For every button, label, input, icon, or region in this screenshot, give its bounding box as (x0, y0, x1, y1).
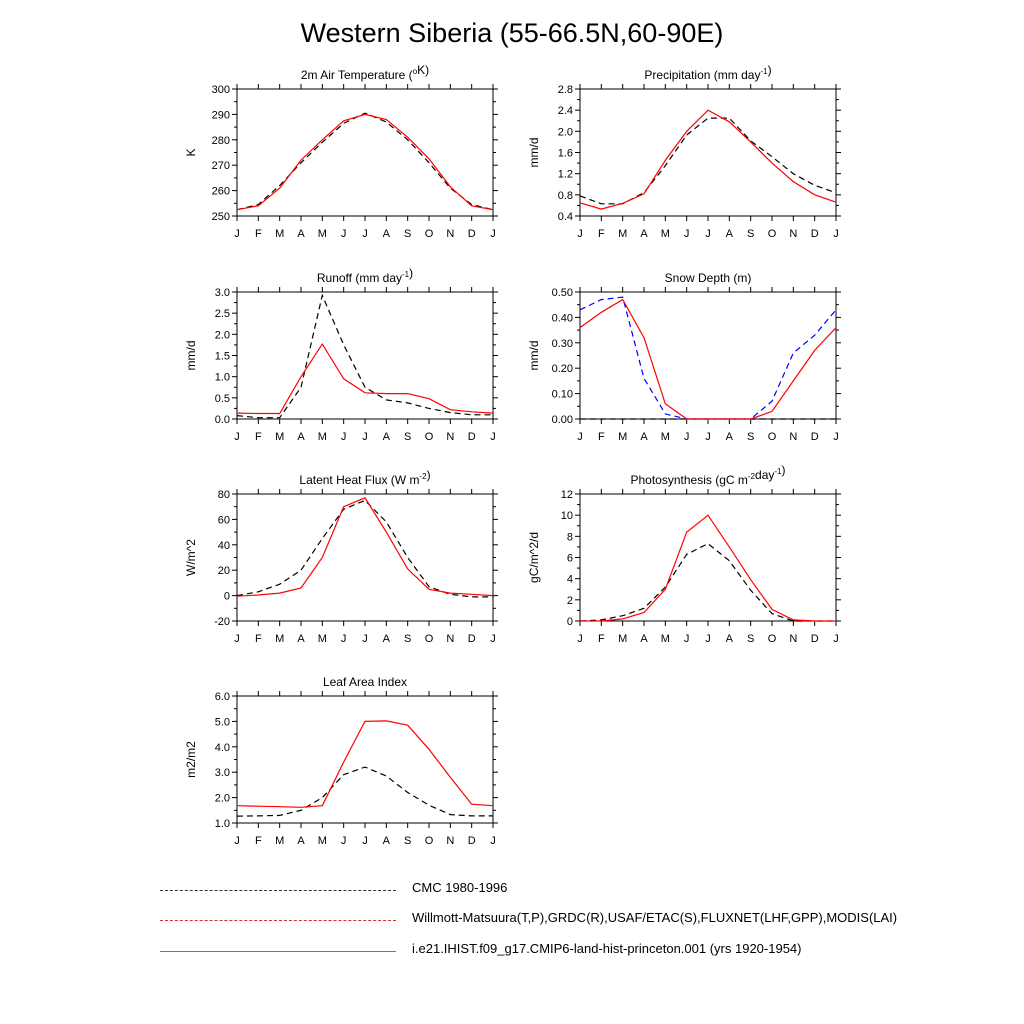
series-line-1 (580, 118, 836, 204)
y-tick-label: 8 (566, 531, 573, 544)
series-line-1 (237, 767, 493, 816)
x-tick-label: D (467, 228, 476, 240)
x-tick-label: J (833, 633, 839, 645)
x-tick-label: F (597, 228, 605, 240)
x-tick-label: J (362, 835, 368, 847)
series-line-2 (237, 344, 493, 413)
y-tick-label: 0.5 (214, 392, 230, 405)
x-tick-label: S (403, 431, 412, 443)
x-tick-label: J (683, 431, 690, 443)
x-tick-label: D (467, 835, 476, 847)
x-tick-label: D (810, 431, 819, 443)
y-tick-label: 300 (211, 84, 230, 96)
y-tick-label: 1.5 (214, 350, 230, 363)
x-tick-label: O (424, 431, 434, 443)
chart-panel-7 (184, 675, 498, 847)
title-text: ) (781, 463, 786, 477)
series-line-2 (580, 297, 836, 419)
y-tick-label: 0.0 (214, 414, 230, 426)
main-title: Western Siberia (55-66.5N,60-90E) (300, 18, 724, 48)
x-tick-label: N (446, 633, 455, 645)
chart-panel-2 (527, 63, 841, 240)
y-tick-label: -20 (214, 616, 230, 628)
plot-frame (580, 89, 836, 216)
y-tick-label: 20 (217, 565, 230, 578)
x-tick-label: O (424, 835, 434, 847)
x-tick-label: M (618, 228, 628, 240)
plot-frame (237, 696, 493, 823)
y-tick-label: 0.4 (557, 211, 573, 223)
x-tick-label: M (275, 228, 285, 240)
x-tick-label: A (297, 431, 305, 443)
x-tick-label: M (660, 633, 670, 645)
x-tick-label: M (275, 431, 285, 443)
y-tick-label: 0.10 (551, 388, 573, 401)
series-line-3 (580, 300, 836, 419)
legend-label: CMC 1980-1996 (412, 880, 508, 895)
title-text: ) (426, 468, 431, 482)
x-tick-label: M (275, 633, 285, 645)
x-tick-label: N (789, 431, 798, 443)
series-line-1 (237, 113, 493, 210)
x-tick-label: J (490, 431, 496, 443)
x-tick-label: M (317, 431, 327, 443)
x-tick-label: J (577, 228, 583, 240)
x-tick-label: M (317, 835, 327, 847)
y-tick-label: 2.4 (557, 105, 573, 118)
x-tick-label: S (403, 633, 412, 645)
x-tick-label: F (254, 835, 262, 847)
x-tick-label: O (767, 633, 777, 645)
panel-title (301, 63, 429, 82)
y-axis-label: mm/d (527, 137, 541, 168)
y-axis-label: mm/d (527, 340, 541, 371)
title-superscript: -1 (774, 467, 782, 476)
y-tick-label: 80 (217, 489, 230, 501)
y-tick-label: 1.6 (557, 147, 573, 160)
y-tick-label: 5.0 (214, 716, 230, 729)
x-tick-label: J (234, 228, 240, 240)
legend-label: i.e21.IHIST.f09_g17.CMIP6-land-hist-princeton.001 (yrs 1920-1954) (412, 941, 802, 956)
x-tick-label: J (362, 228, 368, 240)
x-tick-label: M (317, 633, 327, 645)
x-tick-label: A (382, 431, 391, 443)
title-text: 2m Air Temperature ( (300, 68, 413, 82)
y-tick-label: 0.00 (551, 414, 573, 426)
x-tick-label: A (640, 228, 648, 240)
y-tick-label: 0.30 (551, 337, 573, 350)
x-tick-label: A (297, 228, 305, 240)
y-tick-label: 270 (211, 160, 230, 173)
x-tick-label: A (382, 835, 391, 847)
y-tick-label: 0 (566, 616, 573, 628)
y-tick-label: 2.0 (214, 792, 230, 805)
y-axis-label: mm/d (184, 340, 198, 371)
x-tick-label: J (683, 633, 690, 645)
x-tick-label: D (810, 633, 819, 645)
x-tick-label: O (424, 633, 434, 645)
panel-title (317, 266, 413, 285)
x-tick-label: J (577, 633, 583, 645)
y-tick-label: 3.0 (214, 287, 230, 299)
x-tick-label: J (362, 633, 368, 645)
chart-panel-3 (184, 266, 498, 443)
x-tick-label: O (767, 431, 777, 443)
series-line-2 (580, 110, 836, 209)
x-tick-label: F (254, 228, 262, 240)
x-tick-label: J (340, 633, 347, 645)
y-tick-label: 0.20 (551, 363, 573, 376)
y-tick-label: 6.0 (214, 691, 230, 703)
y-tick-label: 1.0 (214, 371, 230, 384)
x-tick-label: N (789, 228, 798, 240)
title-text: Photosynthesis (gC m (630, 473, 748, 487)
title-superscript: -1 (760, 67, 768, 76)
y-tick-label: 250 (211, 211, 230, 223)
y-tick-label: 280 (211, 134, 230, 147)
y-tick-label: 2 (566, 594, 573, 607)
x-tick-label: N (446, 835, 455, 847)
series-line-1 (580, 544, 836, 621)
y-tick-label: 0.40 (551, 312, 573, 325)
x-tick-label: S (746, 633, 755, 645)
x-tick-label: J (705, 633, 711, 645)
y-tick-label: 12 (560, 489, 573, 501)
y-tick-label: 4 (566, 573, 573, 586)
x-tick-label: J (340, 431, 347, 443)
title-text: ) (409, 266, 414, 280)
x-tick-label: D (467, 633, 476, 645)
x-tick-label: J (705, 431, 711, 443)
series-line-1 (237, 295, 493, 417)
x-tick-label: N (789, 633, 798, 645)
y-tick-label: 4.0 (214, 741, 230, 754)
chart-panel-1 (184, 63, 498, 240)
panel-title (665, 271, 752, 285)
y-tick-label: 0 (223, 590, 230, 603)
plot-frame (237, 292, 493, 419)
y-tick-label: 6 (566, 552, 573, 565)
title-text: K) (417, 63, 430, 77)
series-line-2 (237, 498, 493, 596)
y-tick-label: 0.8 (557, 189, 573, 202)
x-tick-label: J (683, 228, 690, 240)
chart-panel-4 (527, 271, 841, 443)
x-tick-label: J (234, 835, 240, 847)
y-axis-label: gC/m^2/d (527, 532, 541, 583)
x-tick-label: N (446, 228, 455, 240)
y-axis-label: W/m^2 (184, 539, 198, 576)
x-tick-label: A (297, 835, 305, 847)
y-tick-label: 40 (217, 539, 230, 552)
x-tick-label: A (382, 228, 391, 240)
x-tick-label: N (446, 431, 455, 443)
title-text: ) (767, 63, 772, 77)
x-tick-label: M (660, 228, 670, 240)
x-tick-label: J (234, 431, 240, 443)
x-tick-label: S (746, 431, 755, 443)
x-tick-label: O (767, 228, 777, 240)
title-text: Precipitation (mm day (644, 68, 761, 82)
series-line-1 (237, 500, 493, 597)
legend-line-red-dash (160, 920, 396, 921)
x-tick-label: M (317, 228, 327, 240)
y-tick-label: 10 (560, 510, 573, 523)
x-tick-label: M (275, 835, 285, 847)
y-tick-label: 2.8 (557, 84, 573, 96)
y-tick-label: 3.0 (214, 767, 230, 780)
y-tick-label: 2.5 (214, 308, 230, 321)
series-line-2 (237, 114, 493, 209)
x-tick-label: J (340, 835, 347, 847)
y-tick-label: 290 (211, 109, 230, 122)
x-tick-label: J (234, 633, 240, 645)
x-tick-label: S (403, 835, 412, 847)
series-line-2 (237, 721, 493, 807)
x-tick-label: J (340, 228, 347, 240)
x-tick-label: J (705, 228, 711, 240)
panel-title (299, 468, 430, 487)
x-tick-label: F (597, 431, 605, 443)
x-tick-label: D (467, 431, 476, 443)
x-tick-label: S (746, 228, 755, 240)
title-superscript: -2 (419, 472, 427, 481)
x-tick-label: M (660, 431, 670, 443)
y-axis-label: K (184, 148, 198, 157)
x-tick-label: J (362, 431, 368, 443)
x-tick-label: O (424, 228, 434, 240)
title-text: day (755, 468, 775, 482)
x-tick-label: M (618, 431, 628, 443)
plot-frame (237, 89, 493, 216)
x-tick-label: A (640, 633, 648, 645)
title-text: Snow Depth (m) (664, 271, 752, 285)
x-tick-label: J (833, 228, 839, 240)
x-tick-label: A (725, 228, 734, 240)
panel-title (631, 463, 786, 487)
y-tick-label: 1.0 (214, 818, 230, 830)
x-tick-label: J (490, 228, 496, 240)
panel-title (323, 675, 407, 689)
x-tick-label: J (577, 431, 583, 443)
panel-title (644, 63, 771, 82)
x-tick-label: J (490, 633, 496, 645)
title-superscript: -2 (747, 472, 756, 481)
series-line-2 (580, 515, 836, 621)
title-text: Runoff (mm day (316, 271, 403, 285)
x-tick-label: A (725, 633, 734, 645)
title-text: Leaf Area Index (322, 675, 408, 689)
plot-frame (580, 292, 836, 419)
title-text: Latent Heat Flux (W m (299, 473, 420, 487)
x-tick-label: J (833, 431, 839, 443)
y-tick-label: 2.0 (557, 126, 573, 139)
legend-line-red-solid (160, 951, 396, 952)
x-tick-label: D (810, 228, 819, 240)
x-tick-label: F (254, 633, 262, 645)
x-tick-label: A (382, 633, 391, 645)
x-tick-label: A (297, 633, 305, 645)
plot-frame (237, 494, 493, 621)
legend-label: Willmott-Matsuura(T,P),GRDC(R),USAF/ETAC(S),FLUXNET(LHF,GPP),MODIS(LAI) (412, 910, 898, 925)
plot-frame (580, 494, 836, 621)
legend-line-black-dash (160, 890, 396, 891)
y-tick-label: 60 (217, 514, 230, 527)
title-superscript: o (412, 67, 418, 76)
x-tick-label: F (597, 633, 605, 645)
y-tick-label: 0.50 (551, 287, 573, 299)
chart-panel-5 (184, 468, 498, 645)
x-tick-label: M (618, 633, 628, 645)
x-tick-label: A (640, 431, 648, 443)
chart-panel-6 (527, 463, 841, 645)
x-tick-label: J (490, 835, 496, 847)
title-superscript: -1 (402, 270, 410, 279)
x-tick-label: S (403, 228, 412, 240)
y-tick-label: 260 (211, 185, 230, 198)
y-axis-label: m2/m2 (184, 741, 198, 778)
y-tick-label: 2.0 (214, 329, 230, 342)
x-tick-label: F (254, 431, 262, 443)
x-tick-label: A (725, 431, 734, 443)
y-tick-label: 1.2 (557, 168, 573, 181)
